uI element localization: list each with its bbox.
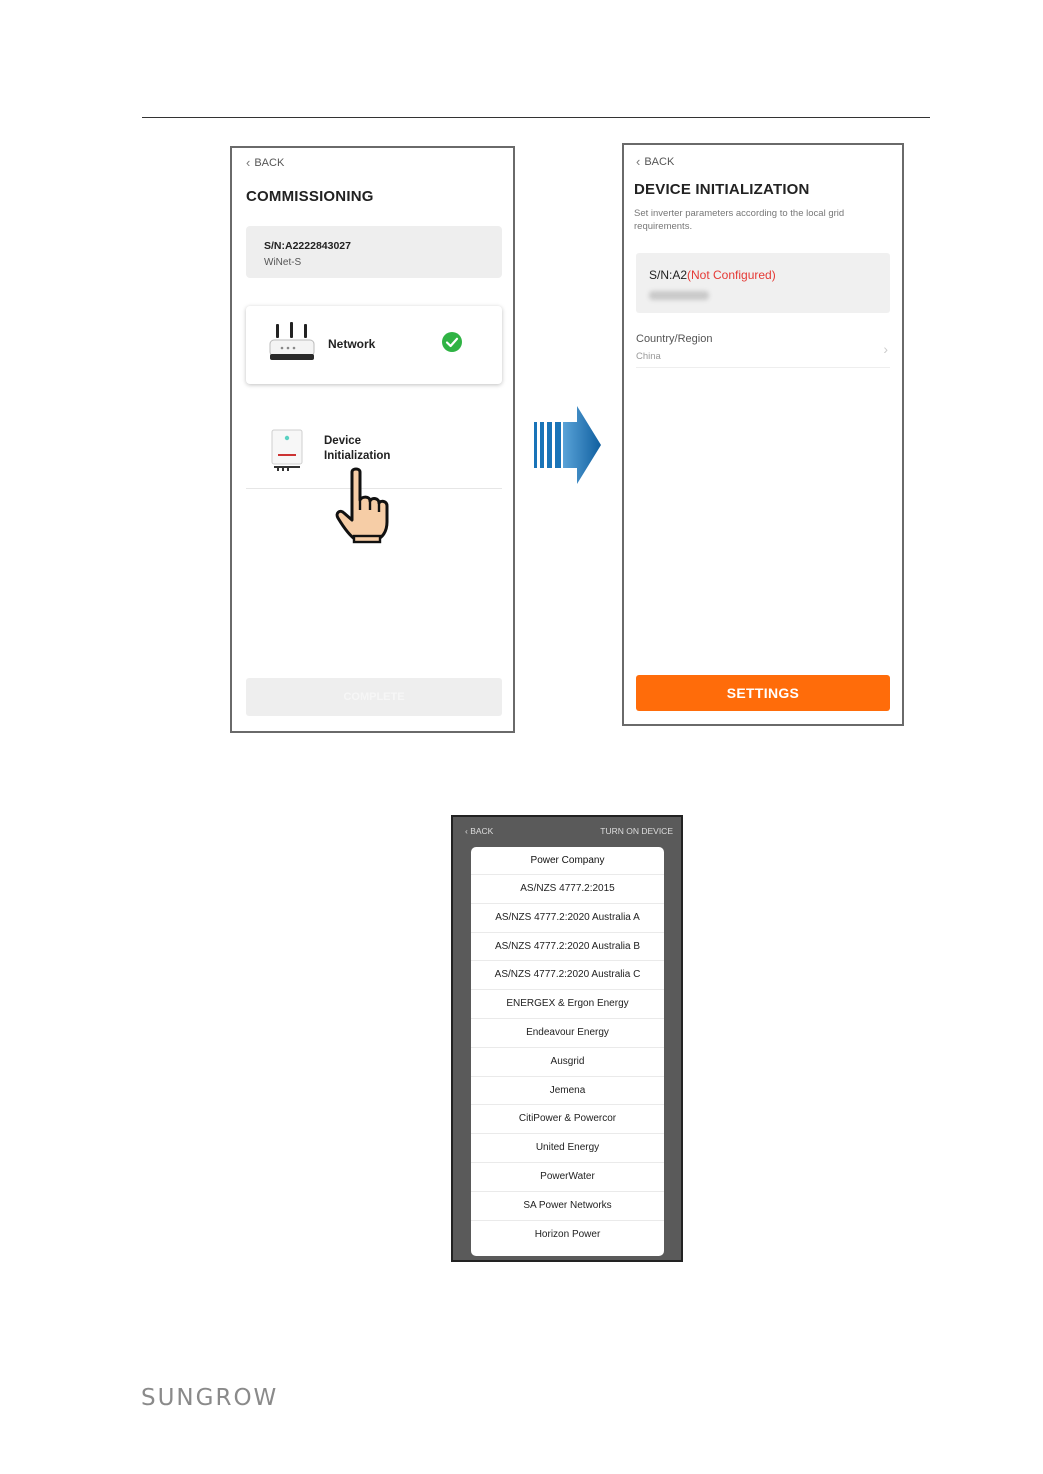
device-initialization-screen [622, 143, 904, 726]
list-item[interactable]: Jemena [471, 1076, 664, 1105]
country-region-item[interactable] [636, 331, 890, 368]
power-company-screen [451, 815, 683, 1262]
list-item[interactable]: Endeavour Energy [471, 1018, 664, 1047]
back-label: BACK [470, 826, 494, 836]
power-company-sheet [471, 847, 664, 1256]
list-item[interactable]: Horizon Power [471, 1220, 664, 1249]
network-label: Network [328, 337, 376, 351]
serial-number: S/N:A2222843027 [264, 240, 351, 252]
sungrow-logo: SUNGROW [141, 1385, 279, 1411]
list-item[interactable]: CitiPower & Powercor [471, 1104, 664, 1133]
serial-number [649, 268, 776, 282]
network-card[interactable] [246, 306, 502, 384]
list-item[interactable]: SA Power Networks [471, 1191, 664, 1220]
top-bar [453, 817, 681, 845]
list-item[interactable]: PowerWater [471, 1162, 664, 1191]
list-item[interactable]: ENERGEX & Ergon Energy [471, 989, 664, 1018]
device-initialization-label: Device Initialization [324, 435, 391, 462]
serial-prefix: S/N:A2 [649, 268, 688, 282]
list-item[interactable]: United Energy [471, 1133, 664, 1162]
device-model: WiNet-S [264, 257, 302, 268]
arrow-right-icon [533, 405, 603, 487]
back-label: BACK [254, 156, 285, 169]
list-item[interactable]: AS/NZS 4777.2:2020 Australia B [471, 932, 664, 961]
inverter-card [636, 253, 890, 313]
settings-button[interactable]: SETTINGS [636, 675, 890, 711]
chevron-left-icon: ‹ [636, 154, 641, 169]
page-title: DEVICE INITIALIZATION [634, 181, 810, 198]
list-item[interactable]: Ausgrid [471, 1047, 664, 1076]
inverter-icon [268, 428, 306, 472]
page-title: COMMISSIONING [246, 188, 374, 205]
sheet-title: Power Company [530, 855, 605, 866]
list-item[interactable]: AS/NZS 4777.2:2020 Australia A [471, 903, 664, 932]
header-rule [142, 117, 930, 118]
router-icon [268, 322, 316, 366]
device-card [246, 226, 502, 278]
tap-hand-icon [332, 466, 392, 544]
chevron-left-icon: ‹ [246, 155, 251, 170]
blurred-model [649, 291, 709, 300]
list-item[interactable]: AS/NZS 4777.2:2020 Australia C [471, 960, 664, 989]
country-label: Country/Region [636, 333, 713, 345]
commissioning-screen [230, 146, 515, 733]
not-configured-status: (Not Configured) [687, 268, 776, 282]
back-button[interactable] [636, 155, 674, 168]
complete-button[interactable]: COMPLETE [246, 678, 502, 716]
country-value: China [636, 351, 661, 362]
list-item[interactable]: AS/NZS 4777.2:2015 [471, 874, 664, 903]
chevron-right-icon: › [883, 341, 888, 357]
check-circle-icon [442, 332, 462, 352]
back-button[interactable]: ‹ BACK [465, 826, 494, 836]
turn-on-device-link[interactable]: TURN ON DEVICE [600, 826, 673, 836]
back-label: BACK [644, 155, 675, 168]
description: Set inverter parameters according to the local grid requirements. [634, 208, 845, 232]
back-button[interactable] [246, 156, 284, 169]
